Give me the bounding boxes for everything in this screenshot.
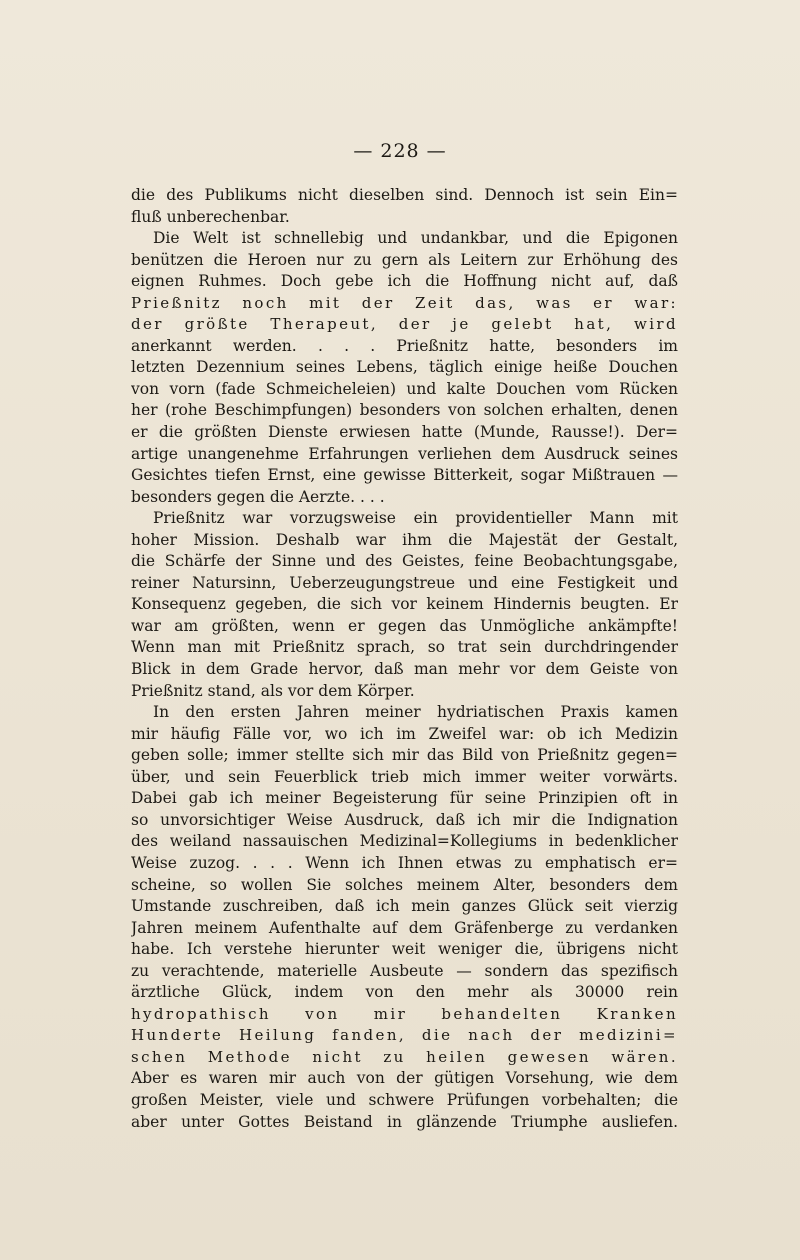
text-line: Prießnitz noch mit der Zeit das, was er war: [131,293,678,312]
text-line: zu verachtende, materielle Ausbeute — sondern das spezifisch [131,961,678,980]
text-line: von vorn (fade Schmeicheleien) und kalte Douchen vom Rücken [131,379,678,398]
text-line: Konsequenz gegeben, die sich vor keinem Hindernis beugten. Er [131,595,678,614]
text-line: eignen Ruhmes. Doch gebe ich die Hoffnung nicht auf, daß [131,272,678,291]
text-line: Prießnitz stand, als vor dem Körper. [131,681,415,700]
text-line: scheine, so wollen Sie solches meinem Alter, besonders dem [131,875,678,894]
text-line: In den ersten Jahren meiner hydriatischen Praxis kamen [153,703,678,722]
text-line: die des Publikums nicht dieselben sind. Dennoch ist sein Ein= [131,186,678,204]
text-line: Gesichtes tiefen Ernst, eine gewisse Bitterkeit, sogar Mißtrauen — [131,466,678,485]
text-line: artige unangenehme Erfahrungen verliehen dem Ausdruck seines [131,444,678,463]
text-line: hoher Mission. Deshalb war ihm die Majestät der Gestalt, [131,530,678,549]
text-line: Die Welt ist schnellebig und undankbar, und die Epigonen [153,229,678,248]
text-line: fluß unberechenbar. [131,207,290,226]
text-line: Weise zuzog. . . . Wenn ich Ihnen etwas zu emphatisch er= [131,853,678,872]
page-number: — 228 — [353,140,447,162]
text-line: anerkannt werden. . . . Prießnitz hatte, besonders im [131,336,678,355]
text-line: die Schärfe der Sinne und des Geistes, feine Beobachtungsgabe, [131,552,678,571]
text-line: Aber es waren mir auch von der gütigen Vorsehung, wie dem [131,1069,678,1088]
text-line: großen Meister, viele und schwere Prüfungen vorbehalten; die [131,1090,678,1109]
text-line: so unvorsichtiger Weise Ausdruck, daß ich mir die Indignation [131,810,678,829]
text-line: schen Methode nicht zu heilen gewesen wären. [131,1047,678,1066]
text-line: ärztliche Glück, indem von den mehr als 30000 rein [131,983,678,1002]
text-line: mir häufig Fälle vor, wo ich im Zweifel war: ob ich Medizin [131,724,678,743]
text-line: über, und sein Feuerblick trieb mich immer weiter vorwärts. [131,767,678,786]
text-line: er die größten Dienste erwiesen hatte (Munde, Rausse!). Der= [131,423,678,442]
text-line: Blick in dem Grade hervor, daß man mehr vor dem Geiste von [131,660,678,679]
text-line: her (rohe Beschimpfungen) besonders von solchen erhalten, denen [131,401,678,420]
body-text [131,185,678,1133]
text-line: der größte Therapeut, der je gelebt hat, wird [131,315,678,334]
text-line: des weiland nassauischen Medizinal=Kollegiums in bedenklicher [131,832,678,851]
text-line: Dabei gab ich meiner Begeisterung für seine Prinzipien oft in [131,789,678,808]
text-line: Hunderte Heilung fanden, die nach der medizini= [131,1026,678,1045]
text-line: Jahren meinem Aufenthalte auf dem Gräfenberge zu verdanken [131,918,678,937]
text-line: war am größten, wenn er gegen das Unmögliche ankämpfte! [131,616,678,635]
text-line: Wenn man mit Prießnitz sprach, so trat sein durchdringender [131,638,678,657]
text-line: hydropathisch von mir behandelten Kranken [131,1004,678,1023]
text-line: Prießnitz war vorzugsweise ein providentieller Mann mit [153,509,678,528]
text-line: geben solle; immer stellte sich mir das Bild von Prießnitz gegen= [131,746,678,765]
text-line: Umstande zuschreiben, daß ich mein ganzes Glück seit vierzig [131,897,678,916]
text-line: besonders gegen die Aerzte. . . . [131,487,385,506]
text-line: letzten Dezennium seines Lebens, täglich einige heiße Douchen [131,358,678,377]
text-line: benützen die Heroen nur zu gern als Leitern zur Erhöhung des [131,250,678,269]
text-line: habe. Ich verstehe hierunter weit weniger die, übrigens nicht [131,940,678,959]
text-line: reiner Natursinn, Ueberzeugungstreue und eine Festigkeit und [131,573,678,592]
text-line: aber unter Gottes Beistand in glänzende Triumphe ausliefen. [131,1112,678,1131]
